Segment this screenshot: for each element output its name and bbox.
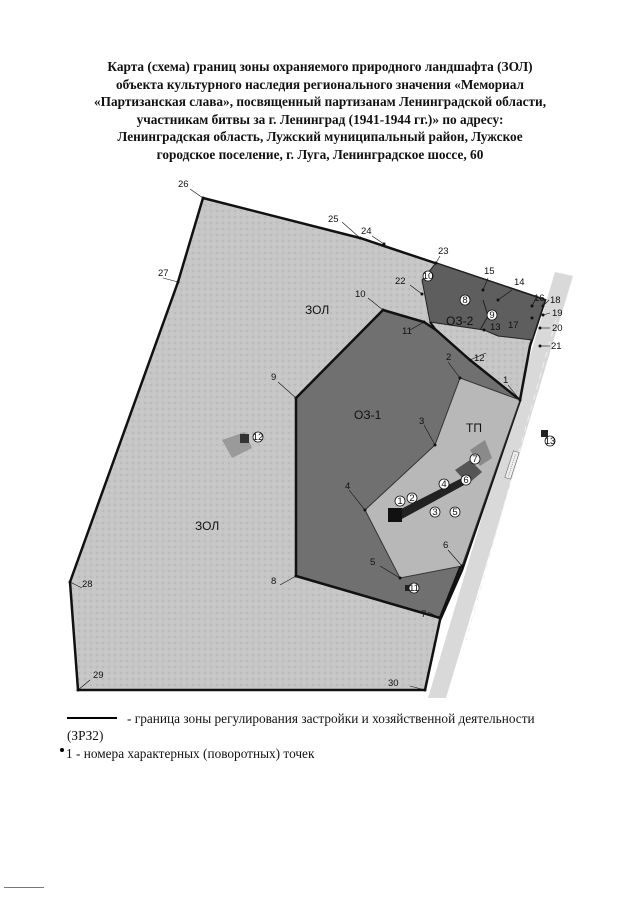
title-line: Карта (схема) границ зоны охраняемого природного ландшафта (ЗОЛ) [107,59,533,74]
svg-text:10: 10 [422,271,434,282]
title-line: объекта культурного наследия регионального значения «Мемориал [115,76,525,92]
legend-boundary-text: - граница зоны регулирования застройки и хозяйственной деятельности (ЗРЗ2) [67,711,535,743]
svg-text:17: 17 [508,320,519,331]
svg-text:29: 29 [93,670,104,681]
svg-text:25: 25 [328,214,339,225]
svg-text:2: 2 [409,493,415,504]
svg-text:12: 12 [252,432,264,443]
object-marker-12 [253,432,264,443]
svg-text:27: 27 [158,268,169,279]
svg-text:6: 6 [463,475,469,486]
svg-text:5: 5 [370,557,376,568]
svg-text:20: 20 [552,323,563,334]
point-dot-icon [60,748,64,752]
svg-text:11: 11 [409,583,419,594]
svg-text:30: 30 [388,678,399,689]
svg-text:11: 11 [402,326,412,337]
svg-text:10: 10 [355,289,366,300]
zone-label-tp: ТП [466,421,482,435]
svg-text:7: 7 [472,454,478,465]
svg-text:24: 24 [361,226,372,237]
zone-label-oz1: ОЗ-1 [354,408,382,422]
svg-text:18: 18 [550,295,561,306]
title-line: Ленинградская область, Лужский муниципальный район, Лужское [117,129,523,144]
point-23 [435,246,449,265]
svg-text:22: 22 [395,276,406,287]
object-marker-10 [423,271,434,282]
svg-text:4: 4 [441,479,447,490]
title-line: городское поселение, г. Луга, Ленинградское шоссе, 60 [156,146,484,162]
svg-text:8: 8 [462,295,468,306]
object-12-building [240,434,249,443]
svg-text:9: 9 [271,372,277,383]
svg-text:14: 14 [514,277,525,288]
point-27 [158,268,180,284]
svg-text:4: 4 [345,481,351,492]
object-marker-11 [409,583,419,594]
svg-text:23: 23 [438,246,449,257]
svg-text:13: 13 [490,322,501,333]
svg-text:12: 12 [474,353,485,364]
memorial-monument [388,508,402,522]
svg-text:15: 15 [484,266,495,277]
object-marker-13 [545,436,556,447]
title-line: участникам битвы за г. Ленинград (1941-1944 гг.)» по адресу: [136,111,504,127]
svg-text:8: 8 [271,576,277,587]
footer-line [4,887,44,888]
svg-text:6: 6 [443,540,449,551]
svg-text:26: 26 [178,179,189,190]
point-26 [178,179,205,200]
svg-text:16: 16 [534,293,545,304]
legend-points [60,746,314,762]
title-line: «Партизанская слава», посвященный партизанам Ленинградской области, [93,94,547,109]
svg-text:1: 1 [503,375,509,386]
svg-text:9: 9 [489,310,495,321]
legend-boundary [67,710,537,744]
svg-text:2: 2 [446,352,452,363]
svg-text:1: 1 [397,496,403,507]
svg-text:13: 13 [544,436,556,447]
svg-text:21: 21 [551,341,562,352]
svg-text:19: 19 [552,308,563,319]
svg-text:5: 5 [452,507,458,518]
svg-text:7: 7 [421,609,427,620]
svg-text:28: 28 [82,579,93,590]
zone-label-zol-b: ЗОЛ [195,519,220,533]
zone-label-zol-a: ЗОЛ [305,303,330,317]
zone-label-oz2: ОЗ-2 [446,314,474,328]
legend-points-text: 1 - номера характерных (поворотных) точек [66,746,315,761]
svg-text:3: 3 [432,507,438,518]
svg-text:3: 3 [419,416,425,427]
